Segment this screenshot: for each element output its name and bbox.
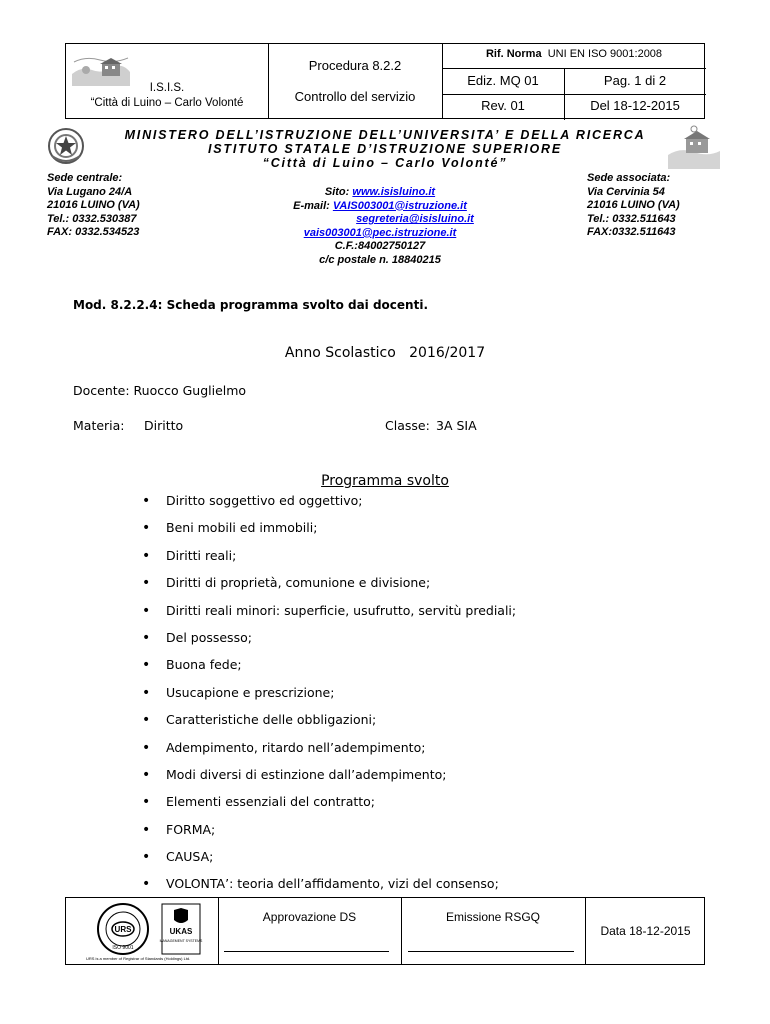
topic-item: • Diritto soggettivo ed oggettivo;	[140, 490, 516, 517]
sede-centrale-tel: Tel.: 0332.530387	[47, 212, 137, 225]
procedure-number: Procedura 8.2.2	[308, 58, 402, 73]
teacher: Docente: Ruocco Guglielmo	[73, 383, 247, 398]
school-full-name: “Città di Luino – Carlo Volonté	[90, 97, 244, 109]
sede-centrale-title: Sede centrale:	[47, 172, 123, 184]
sede-associata-tel: Tel.: 0332.511643	[587, 212, 676, 225]
topic-item: • VOLONTA’: teoria dell’affidamento, vizi del consenso;	[140, 873, 516, 900]
edition: Ediz. MQ 01	[467, 73, 539, 88]
email-label: E-mail:	[293, 199, 330, 212]
subject-label: Materia:	[73, 418, 125, 433]
approval-signature-line	[224, 951, 389, 952]
certification-logo	[96, 902, 206, 956]
email-link-segreteria[interactable]: segreteria@isisluino.it	[356, 213, 474, 226]
footer-table	[65, 897, 705, 965]
topic-item: • Caratteristiche delle obbligazioni;	[140, 709, 516, 736]
sede-associata-fax: FAX:0332.511643	[587, 226, 676, 239]
cert-note: URS is a member of Registrar of Standards (Holdings) Ltd.	[86, 956, 191, 961]
sede-centrale	[47, 172, 140, 240]
sede-centrale-city: 21016 LUINO (VA)	[47, 199, 140, 212]
topics-list	[140, 490, 516, 901]
ukas-sub-text: MANAGEMENT SYSTEMS	[159, 939, 203, 943]
postal-account: c/c postale n. 18840215	[319, 253, 441, 266]
iso-text: ISO 9001	[112, 945, 134, 951]
footer-date: Data 18-12-2015	[600, 924, 691, 938]
topic-item: • Diritti reali minori: superficie, usufrutto, servitù prediali;	[140, 600, 516, 627]
topic-item: • Del possesso;	[140, 627, 516, 654]
approval-label: Approvazione DS	[262, 910, 357, 924]
fiscal-code: C.F.:84002750127	[334, 240, 426, 253]
email-link-istruzione[interactable]: VAIS003001@istruzione.it	[332, 199, 467, 212]
topic-item: • CAUSA;	[140, 846, 516, 873]
topic-item: • Elementi essenziali del contratto;	[140, 791, 516, 818]
pec-link[interactable]: vais003001@pec.istruzione.it	[303, 226, 457, 239]
topic-item: • Buona fede;	[140, 654, 516, 681]
sede-associata-title: Sede associata:	[587, 172, 671, 184]
site-link[interactable]: www.isisluino.it	[352, 186, 436, 198]
site-label: Sito:	[324, 186, 350, 198]
urs-text: URS	[114, 925, 132, 934]
topic-item: • Modi diversi di estinzione dall’adempimento;	[140, 764, 516, 791]
ministry-line-3: “Città di Luino – Carlo Volonté”	[262, 156, 508, 170]
module-title: Mod. 8.2.2.4: Scheda programma svolto dai docenti.	[73, 298, 429, 312]
program-title: Programma svolto	[321, 473, 449, 489]
class-label: Classe:	[385, 418, 430, 433]
emission-label: Emissione RSGQ	[445, 910, 541, 924]
sede-associata-city: 21016 LUINO (VA)	[587, 199, 680, 212]
sede-associata	[587, 172, 680, 240]
topic-item: • Beni mobili ed immobili;	[140, 517, 516, 544]
contacts-block	[200, 186, 560, 268]
procedure-title: Controllo del servizio	[294, 89, 416, 104]
norm-reference	[442, 48, 706, 60]
revision-date: Del 18-12-2015	[590, 98, 680, 113]
revision: Rev. 01	[481, 98, 525, 113]
emission-signature-line	[408, 951, 574, 952]
norm-value: UNI EN ISO 9001:2008	[547, 48, 663, 60]
ukas-text: UKAS	[169, 927, 193, 936]
class-value: 3A SIA	[436, 418, 477, 433]
topic-item: • Usucapione e prescrizione;	[140, 682, 516, 709]
topic-item: • Diritti reali;	[140, 545, 516, 572]
school-short-name: I.S.I.S.	[149, 82, 185, 94]
ministry-line-1: MINISTERO DELL’ISTRUZIONE DELL’UNIVERSITA’ E DELLA RICERCA	[124, 128, 646, 142]
school-year: Anno Scolastico 2016/2017	[284, 345, 486, 361]
sede-centrale-street: Via Lugano 24/A	[47, 185, 133, 198]
norm-label: Rif. Norma	[485, 48, 542, 60]
topic-item: • Diritti di proprietà, comunione e divisione;	[140, 572, 516, 599]
sede-centrale-fax: FAX: 0332.534523	[47, 226, 140, 239]
ministry-line-2: ISTITUTO STATALE D’ISTRUZIONE SUPERIORE	[207, 142, 562, 156]
topic-item: • Adempimento, ritardo nell’adempimento;	[140, 737, 516, 764]
page-number: Pag. 1 di 2	[603, 73, 667, 88]
header-table	[65, 43, 705, 119]
sede-associata-street: Via Cervinia 54	[587, 185, 665, 198]
subject-value: Diritto	[144, 418, 184, 433]
topic-item: • FORMA;	[140, 819, 516, 846]
school-building-logo	[72, 52, 130, 86]
